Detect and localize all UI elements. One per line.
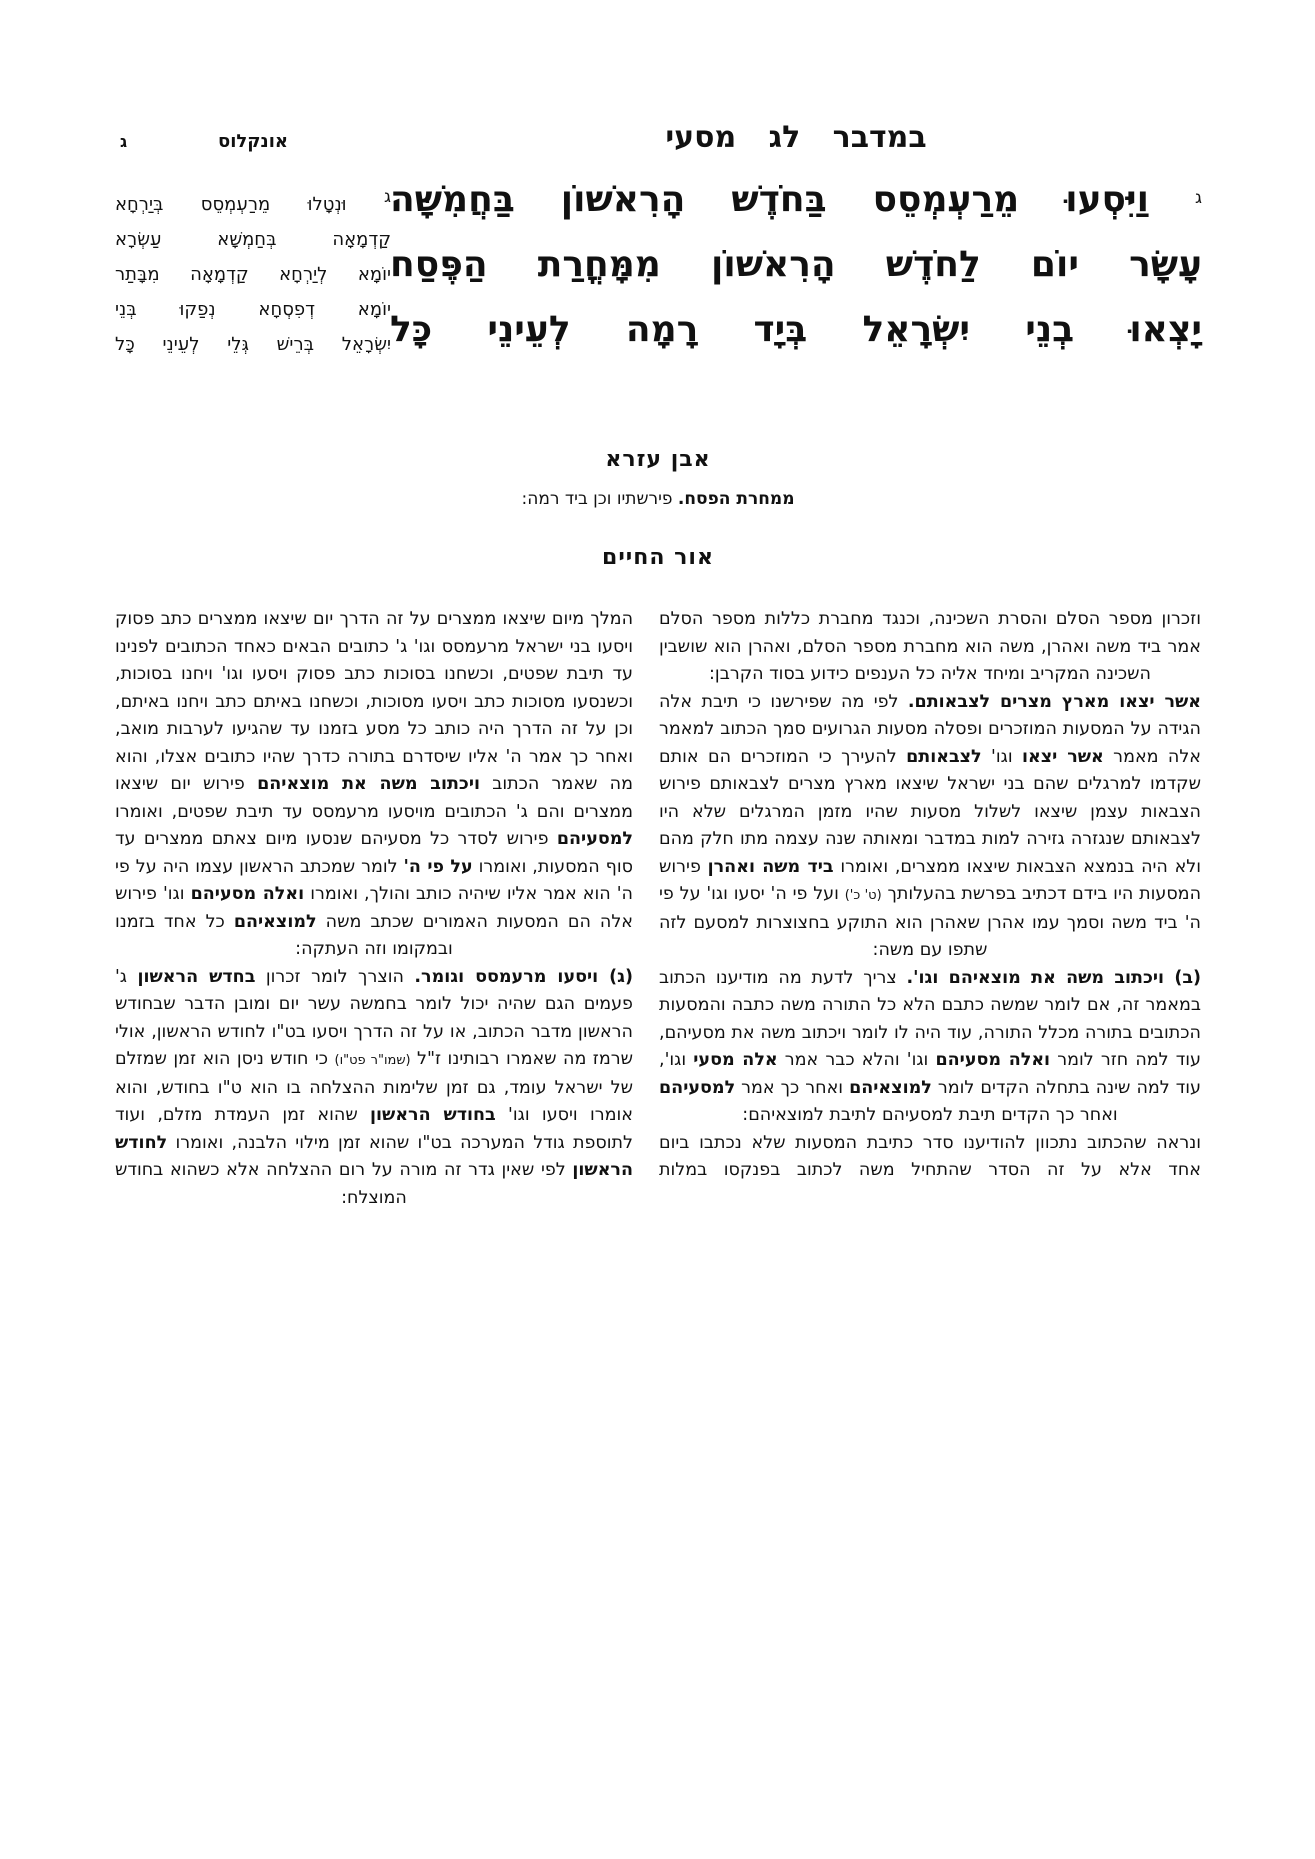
commentary-paragraph bbox=[659, 606, 1201, 689]
text-run: לצבאותם bbox=[906, 746, 982, 767]
text-run: ג' פעמים הגם שהיה יכול לומר בחמשה עשר יום ומובן הדבר שבחודש הראשון מדבר הכתוב, או על זה הדרך ויסעו בט"ו לחודש הראשון, אולי שרמז מה שאמרו רבותינו ז"ל bbox=[115, 966, 633, 1069]
text-run: לפי שאין גדר זה מורה על רום ההצלחה אלא כשהוא בחודש המוצלח: bbox=[115, 1160, 573, 1208]
onkelos-line: יִשְׂרָאֵל בְּרֵישׁ גְּלֵי לְעֵינֵי כָּל bbox=[115, 334, 391, 355]
text-run: כי חודש ניסן הוא זמן שמזלם של ישראל עומד, גם זמן שלימות ההצלחה בו הוא ט"ו בחודש, והוא אומרו ויסעו וגו' bbox=[115, 1049, 634, 1125]
text-run: בחודש הראשון bbox=[370, 1105, 496, 1125]
text-run: ביד משה ואהרן bbox=[707, 856, 834, 877]
text-run: להעירך כי המוזכרים הם אותם שקדמו למרגלים שהם בני ישראל שיצאו מארץ מצרים לצבאותם פירוש הצבאות עצמן שיצאו לשלול מסעות שהיו מזמן המרגלים שלא היו לצבאותם שנגזרה גזירה למות במדבר ומאותה שנה עצמה מתו חלק מהם ולא היה בנמצא הצבאות שיצאו ממצרים, ואומרו bbox=[659, 746, 1202, 877]
text-run: צריך לדעת מה מודיענו הכתוב במאמר זה, אם לומר שמשה כתבם הלא כל התורה משה כתבה והמסעות הכתובים בתורה מכלל התורה, עוד היה לו לומר ויכתוב משה את מסעיהם, עוד למה חזר לומר bbox=[659, 967, 1202, 1070]
text-run: הוצרך לומר זכרון bbox=[255, 966, 415, 987]
text-run: למוצאיהם bbox=[233, 911, 317, 932]
text-run: המלך מיום שיצאו ממצרים על זה הדרך יום שיצאו ממצרים כתב פסוק ויסעו בני ישראל מרעמסס וגו' ג' כתובים הבאים כאחד הכתובים לפנינו עד תיבת שפטים, וכשחנו בסוכות כתב פסוק ויסעו וגו' ויחנו בסוכות, וכשנסעו מסוכות כתב ויסעו מסוכות, וכשחנו באיתם כתב ויחנו באיתם, וכן על זה הדרך היה כותב כל מסע בזמנו עד שהגיעו לערבות מואב, ואחר כך אמר ה' אליו שיסדרם בתורה כדרך שהיו כתובים אצלו, והוא מה שאמר הכתוב bbox=[115, 609, 633, 794]
text-run: (ג) ויסעו מרעמסס וגומר. bbox=[414, 966, 633, 987]
text-run: על פי ה' bbox=[403, 856, 473, 877]
text-run: ויכתוב משה את מוצאיהם bbox=[257, 774, 480, 794]
text-run: וגו' והלא כבר אמר bbox=[777, 1050, 936, 1070]
text-run: פירשתיו וכן ביד רמה: bbox=[521, 489, 678, 509]
text-run: לומר שמכתב הראשון עצמו היה על פי ה' הוא אמר אליו שיהיה כותב והולך, ואומרו bbox=[115, 856, 633, 904]
or-hachaim-header: אור החיים bbox=[602, 545, 714, 570]
text-run: בחדש הראשון bbox=[137, 966, 256, 987]
verse-number: ג bbox=[1194, 188, 1202, 208]
text-run: פירוש לסדר כל מסעיהם שנסעו מיום צאתם ממצרים עד סוף המסעות, ואומרו bbox=[115, 829, 633, 877]
text-run: ואלה מסעיהם bbox=[190, 884, 305, 904]
torah-verse-line: עָשָׂר יוֹם לַחֹדֶשׁ הָרִאשׁוֹן מִמָּחֳרַת הַפֶּסַח bbox=[390, 244, 1202, 285]
onkelos-line: ג וּנְטָלוּ מֵרַעְמְסֵס בְּיַרְחָא bbox=[115, 187, 391, 215]
text-run: שהוא זמן העמדת מזלם, ועוד לתוספת גודל המערכה בט"ו שהוא זמן מילוי הלבנה, ואומרו bbox=[115, 1105, 633, 1153]
text-run: פירוש המסעות היו בידם דכתיב בפרשת בהעלותך bbox=[659, 856, 1201, 904]
or-hachaim-left-column bbox=[115, 606, 633, 1212]
ibn-ezra-comment bbox=[115, 489, 1201, 509]
text-run: ועל פי ה' יסעו וגו' על פי ה' ביד משה וסמך עמו אהרן שאהרן הוא התוקע בחצוצרות למסעם לזה שתפו עם משה: bbox=[659, 884, 1201, 960]
text-run: ונראה שהכתוב נתכוון להודיענו סדר כתיבת המסעות שלא נכתבו ביום אחד אלא על זה הסדר שהתחיל משה לכתוב בפנקסו במלות bbox=[659, 1132, 1201, 1180]
text-run: ממחרת הפסח. bbox=[677, 489, 795, 509]
text-run: למוצאיהם bbox=[849, 1077, 932, 1098]
verse-number: ג bbox=[383, 187, 391, 207]
ibn-ezra-header: אבן עזרא bbox=[605, 447, 711, 472]
text-run: לפי מה שפירשנו כי תיבת אלה הגידה על המסעות המוזכרים ופסלה מסעות הגרועים סמך הכתוב למאמר אלה מאמר bbox=[659, 691, 1202, 767]
onkelos-column-label: אונקלוס bbox=[218, 131, 288, 152]
text-run: כל אחד בזמנו ובמקומו וזה העתקה: bbox=[115, 911, 453, 959]
text-run: וגו', עוד למה שינה בתחלה הקדים לומר bbox=[659, 1050, 1201, 1098]
commentary-paragraph bbox=[659, 1130, 1201, 1185]
onkelos-line: יוֹמָא לְיַרְחָא קַדְמָאָה מִבָּתַר bbox=[115, 264, 391, 285]
text-run: ואחר כך אמר bbox=[735, 1077, 850, 1098]
or-hachaim-right-column bbox=[659, 606, 1201, 1185]
text-run: למסעיהם bbox=[659, 1077, 736, 1098]
text-run: ואלה מסעיהם bbox=[935, 1050, 1051, 1070]
torah-verse-block bbox=[390, 166, 1202, 362]
text-run: וגו' bbox=[981, 746, 1022, 767]
text-run: (שמו"ר פט"ו) bbox=[334, 1053, 411, 1068]
commentary-paragraph bbox=[115, 964, 633, 1213]
text-run: פירוש יום שיצאו ממצרים והם ג' הכתובים מויסעו מרעמסס עד תיבת שפטים, ואומרו bbox=[115, 774, 633, 822]
text-run: (ב) ויכתוב משה את מוצאיהם וגו'. bbox=[906, 967, 1201, 988]
torah-verse-line: $^ג$ וַיִּסְעוּ מֵרַעְמְסֵס בַּחֹדֶשׁ הָרִאשׁוֹן בַּחֲמִשָּׁה bbox=[390, 179, 1202, 220]
text-run: (ט' כ') bbox=[844, 888, 882, 903]
onkelos-translation-block bbox=[115, 180, 391, 362]
text-run: וגו' פירוש אלה הם המסעות האמורים שכתב משה bbox=[115, 884, 633, 932]
page-title: במדבר לג מסעי bbox=[665, 120, 927, 155]
commentary-columns bbox=[115, 606, 1201, 1212]
text-run: ואחר כך הקדים תיבת למסעיהם לתיבת למוצאיהם: bbox=[742, 1105, 1118, 1125]
commentary-paragraph bbox=[659, 965, 1201, 1130]
commentary-paragraph bbox=[659, 689, 1201, 965]
text-run: אשר יצאו bbox=[1022, 746, 1104, 767]
text-run: לחודש הראשון bbox=[115, 1132, 633, 1180]
commentary-paragraph bbox=[115, 606, 633, 964]
torah-verse-line: יָצְאוּ בְנֵי יִשְׂרָאֵל בְּיָד רָמָה לְעֵינֵי כָּל bbox=[390, 309, 1202, 350]
text-run: אשר יצאו מארץ מצרים לצבאותם. bbox=[907, 691, 1201, 712]
text-run: אלה מסעי bbox=[693, 1050, 778, 1070]
onkelos-line: יוֹמָא דְפִסְחָא נְפַקוּ בְּנֵי bbox=[115, 299, 391, 320]
text-run: למסעיהם bbox=[556, 829, 633, 849]
text-run: וזכרון מספר הסלם והסרת השכינה, וכנגד מחברת כללות מספר הסלם אמר ביד משה ואהרן, משה הוא מחברת מספר הסלם, ואהרן הוא שושבין השכינה המקריב ומיחד אליה כל הענפים כידוע בסוד הקרבן: bbox=[659, 609, 1201, 684]
onkelos-line: קַדְמָאָה בְּחַמְשָׁא עַשְׂרָא bbox=[115, 229, 391, 250]
folio-letter: ג bbox=[120, 132, 128, 151]
